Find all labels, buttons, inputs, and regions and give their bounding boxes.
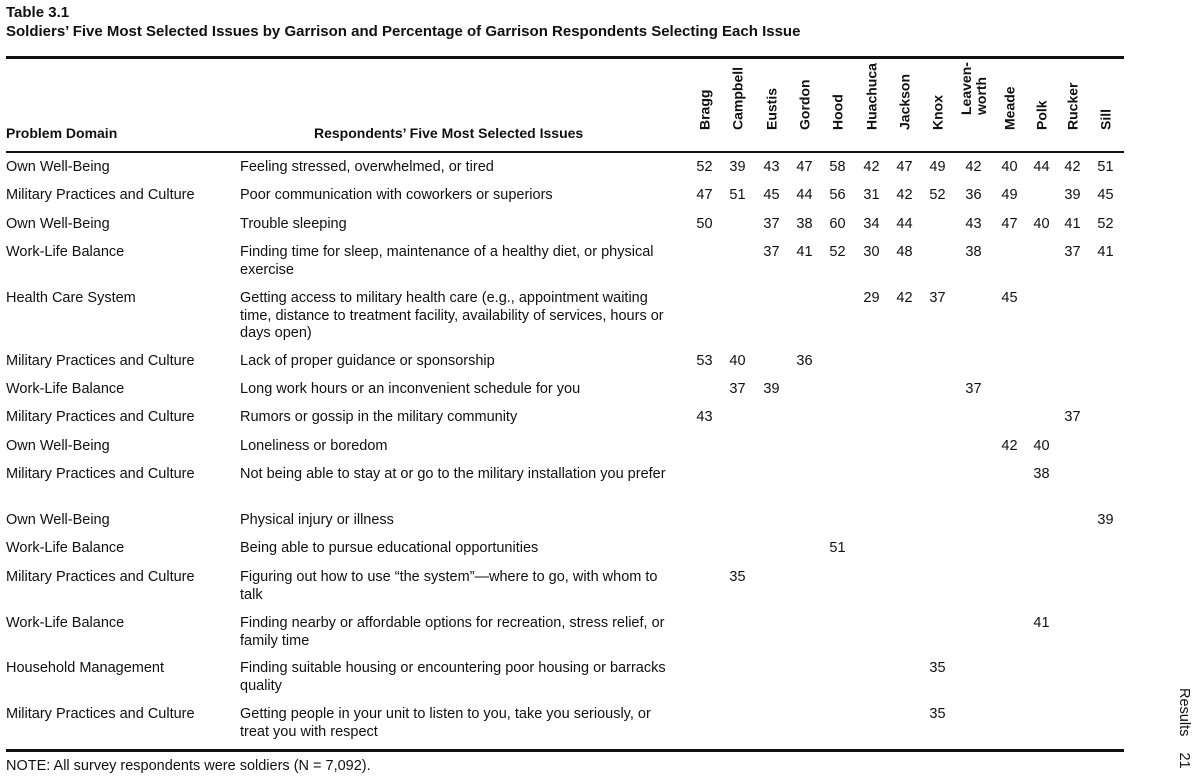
garrison-header-huachuca <box>855 65 888 145</box>
table-top-rule <box>6 56 1124 59</box>
garrison-header-label: Bragg <box>696 89 712 130</box>
garrison-header-rucker <box>1056 65 1089 145</box>
percentage-cell: 36 <box>965 187 982 203</box>
percentage-cell: 40 <box>1033 438 1050 454</box>
garrison-header-jackson <box>888 65 921 145</box>
percentage-cell: 38 <box>965 244 982 260</box>
issue-cell: Physical injury or illness <box>240 512 394 528</box>
percentage-cell: 43 <box>965 216 982 232</box>
garrison-header-leavenworth <box>957 62 990 145</box>
percentage-cell: 40 <box>729 353 746 369</box>
percentage-cell: 50 <box>696 216 713 232</box>
percentage-cell: 39 <box>729 159 746 175</box>
percentage-cell: 42 <box>896 290 913 306</box>
percentage-cell: 44 <box>896 216 913 232</box>
percentage-cell: 52 <box>1097 216 1114 232</box>
percentage-cell: 47 <box>696 187 713 203</box>
issue-cell: Rumors or gossip in the military community <box>240 409 518 425</box>
garrison-header-label: Knox <box>929 95 945 130</box>
percentage-cell: 37 <box>763 244 780 260</box>
problem-domain-cell: Work-Life Balance <box>6 244 125 260</box>
percentage-cell: 52 <box>696 159 713 175</box>
percentage-cell: 51 <box>729 187 746 203</box>
issue-cell: Not being able to stay at or go to the military installation you prefer <box>240 466 666 482</box>
garrison-header-label: Polk <box>1033 100 1049 130</box>
percentage-cell: 37 <box>929 290 946 306</box>
percentage-cell: 47 <box>1001 216 1018 232</box>
percentage-cell: 45 <box>1097 187 1114 203</box>
percentage-cell: 49 <box>1001 187 1018 203</box>
garrison-header-label: Sill <box>1097 108 1113 130</box>
issue-cell: Being able to pursue educational opportunities <box>240 540 539 556</box>
percentage-cell: 39 <box>1097 512 1114 528</box>
header-selected-issues: Respondents’ Five Most Selected Issues <box>314 125 584 141</box>
garrison-header-label: Eustis <box>763 87 779 130</box>
percentage-cell: 45 <box>1001 290 1018 306</box>
problem-domain-cell: Military Practices and Culture <box>6 409 195 425</box>
percentage-cell: 35 <box>729 569 746 585</box>
percentage-cell: 36 <box>796 353 813 369</box>
problem-domain-cell: Own Well-Being <box>6 216 110 232</box>
percentage-cell: 45 <box>763 187 780 203</box>
running-footer-text: Results 21 <box>1176 688 1192 769</box>
percentage-cell: 37 <box>1064 244 1081 260</box>
issue-cell: Getting people in your unit to listen to you, take you seriously, or treat you with respect <box>240 706 651 740</box>
percentage-cell: 44 <box>1033 159 1050 175</box>
garrison-header-label: Meade <box>1001 86 1017 130</box>
header-problem-domain: Problem Domain <box>6 125 118 141</box>
garrison-header-label: Leaven- worth <box>957 62 989 115</box>
issue-cell: Loneliness or boredom <box>240 438 388 454</box>
percentage-cell: 41 <box>1097 244 1114 260</box>
percentage-cell: 42 <box>1064 159 1081 175</box>
percentage-cell: 37 <box>1064 409 1081 425</box>
issue-cell: Finding suitable housing or encountering poor housing or barracks quality <box>240 660 666 694</box>
percentage-cell: 42 <box>896 187 913 203</box>
problem-domain-cell: Military Practices and Culture <box>6 187 195 203</box>
problem-domain-cell: Household Management <box>6 660 164 676</box>
running-footer <box>1176 688 1196 778</box>
percentage-cell: 39 <box>763 381 780 397</box>
issue-cell: Finding time for sleep, maintenance of a healthy diet, or physical exercise <box>240 244 654 278</box>
percentage-cell: 51 <box>829 540 846 556</box>
problem-domain-cell: Own Well-Being <box>6 438 110 454</box>
percentage-cell: 58 <box>829 159 846 175</box>
issue-cell: Feeling stressed, overwhelmed, or tired <box>240 159 494 175</box>
issue-cell: Long work hours or an inconvenient schedule for you <box>240 381 581 397</box>
garrison-header-gordon <box>788 65 821 145</box>
percentage-cell: 37 <box>965 381 982 397</box>
garrison-header-label: Huachuca <box>863 63 879 130</box>
percentage-cell: 34 <box>863 216 880 232</box>
problem-domain-cell: Military Practices and Culture <box>6 353 195 369</box>
problem-domain-cell: Work-Life Balance <box>6 381 125 397</box>
percentage-cell: 30 <box>863 244 880 260</box>
percentage-cell: 29 <box>863 290 880 306</box>
garrison-header-campbell <box>721 65 754 145</box>
percentage-cell: 52 <box>829 244 846 260</box>
issue-cell: Getting access to military health care (e.g., appointment waiting time, distance to treatment facility, availability of services, hours or days open) <box>240 290 664 341</box>
table-note: NOTE: All survey respondents were soldiers (N = 7,092). <box>6 758 371 774</box>
problem-domain-cell: Own Well-Being <box>6 159 110 175</box>
issue-cell: Lack of proper guidance or sponsorship <box>240 353 495 369</box>
garrison-header-label: Gordon <box>796 79 812 130</box>
garrison-header-sill <box>1089 65 1122 145</box>
percentage-cell: 38 <box>796 216 813 232</box>
garrison-header-label: Campbell <box>729 66 745 130</box>
table-bottom-rule <box>6 749 1124 752</box>
garrison-header-knox <box>921 65 954 145</box>
percentage-cell: 42 <box>863 159 880 175</box>
garrison-header-hood <box>821 65 854 145</box>
issue-cell: Poor communication with coworkers or superiors <box>240 187 553 203</box>
percentage-cell: 41 <box>1064 216 1081 232</box>
percentage-cell: 35 <box>929 660 946 676</box>
issue-cell: Figuring out how to use “the system”—where to go, with whom to talk <box>240 569 658 603</box>
garrison-header-label: Hood <box>829 94 845 130</box>
problem-domain-cell: Military Practices and Culture <box>6 569 195 585</box>
percentage-cell: 47 <box>896 159 913 175</box>
percentage-cell: 52 <box>929 187 946 203</box>
percentage-cell: 60 <box>829 216 846 232</box>
issue-cell: Trouble sleeping <box>240 216 347 232</box>
percentage-cell: 51 <box>1097 159 1114 175</box>
percentage-cell: 39 <box>1064 187 1081 203</box>
problem-domain-cell: Own Well-Being <box>6 512 110 528</box>
percentage-cell: 43 <box>696 409 713 425</box>
percentage-cell: 37 <box>763 216 780 232</box>
percentage-cell: 47 <box>796 159 813 175</box>
percentage-cell: 41 <box>796 244 813 260</box>
percentage-cell: 41 <box>1033 615 1050 631</box>
percentage-cell: 42 <box>965 159 982 175</box>
problem-domain-cell: Health Care System <box>6 290 136 306</box>
garrison-header-label: Rucker <box>1064 82 1080 130</box>
garrison-header-bragg <box>688 65 721 145</box>
garrison-header-label: Jackson <box>896 73 912 130</box>
garrison-header-eustis <box>755 65 788 145</box>
document-page <box>6 3 1124 740</box>
percentage-cell: 38 <box>1033 466 1050 482</box>
problem-domain-cell: Work-Life Balance <box>6 615 125 631</box>
issue-cell: Finding nearby or affordable options for recreation, stress relief, or family time <box>240 615 665 649</box>
percentage-cell: 56 <box>829 187 846 203</box>
percentage-cell: 53 <box>696 353 713 369</box>
percentage-cell: 40 <box>1033 216 1050 232</box>
problem-domain-cell: Military Practices and Culture <box>6 466 195 482</box>
percentage-cell: 43 <box>763 159 780 175</box>
problem-domain-cell: Work-Life Balance <box>6 540 125 556</box>
table-header-rule <box>6 151 1124 153</box>
percentage-cell: 35 <box>929 706 946 722</box>
percentage-cell: 40 <box>1001 159 1018 175</box>
table-label: Table 3.1 <box>6 4 70 21</box>
percentage-cell: 49 <box>929 159 946 175</box>
percentage-cell: 44 <box>796 187 813 203</box>
garrison-header-meade <box>993 65 1026 145</box>
percentage-cell: 42 <box>1001 438 1018 454</box>
percentage-cell: 37 <box>729 381 746 397</box>
garrison-header-polk <box>1025 65 1058 145</box>
percentage-cell: 31 <box>863 187 880 203</box>
table-title: Soldiers’ Five Most Selected Issues by Garrison and Percentage of Garrison Respondents Selecting Each Issue <box>6 23 801 40</box>
percentage-cell: 48 <box>896 244 913 260</box>
problem-domain-cell: Military Practices and Culture <box>6 706 195 722</box>
